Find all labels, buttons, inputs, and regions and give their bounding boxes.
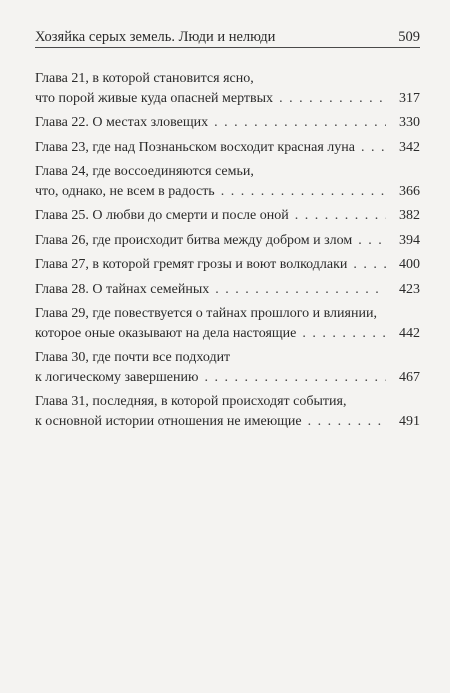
chapter-title-text: к логическому завершению [35, 369, 199, 385]
chapter-page-number: 330 [399, 115, 420, 130]
dot-leader [353, 255, 386, 275]
table-of-contents [35, 69, 420, 436]
toc-entry [35, 231, 420, 251]
chapter-page-number: 491 [399, 413, 420, 429]
toc-entry-line [35, 182, 420, 202]
toc-entry-line [35, 280, 420, 300]
chapter-title-text: Глава 23, где над Познаньском восходит красная луна [35, 139, 355, 155]
chapter-title-text: к основной истории отношения не имеющие [35, 413, 302, 429]
dot-leader [214, 113, 386, 133]
toc-entry [35, 113, 420, 133]
toc-entry [35, 255, 420, 275]
chapter-title-text: Глава 24, где воссоединяются семьи, [35, 164, 254, 179]
toc-entry [35, 392, 420, 431]
chapter-title-text: Глава 27, в которой гремят грозы и воют волкодлаки [35, 257, 348, 272]
toc-entry [35, 138, 420, 158]
toc-entry-line [35, 69, 420, 89]
chapter-title-text: Глава 26, где происходит битва между добром и злом [35, 232, 353, 248]
dot-leader [295, 206, 386, 226]
chapter-title-text: Глава 31, последняя, в которой происходят события, [35, 394, 347, 409]
running-header [35, 27, 420, 47]
toc-entry-line [35, 138, 420, 158]
chapter-page-number: 400 [399, 257, 420, 272]
header-rule [35, 47, 420, 48]
chapter-page-number: 366 [399, 183, 420, 199]
dot-leader [279, 89, 386, 109]
chapter-page-number: 394 [399, 232, 420, 248]
chapter-page-number: 342 [399, 139, 420, 155]
toc-entry-line [35, 348, 420, 368]
toc-entry [35, 304, 420, 343]
dot-leader [361, 138, 386, 158]
toc-entry-line [35, 304, 420, 324]
chapter-page-number: 317 [399, 90, 420, 106]
toc-entry-line [35, 162, 420, 182]
chapter-title-text: Глава 29, где повествуется о тайнах прошлого и влиянии, [35, 306, 377, 321]
chapter-title-text: Глава 25. О любви до смерти и после оной [35, 208, 289, 223]
toc-entry [35, 206, 420, 226]
toc-entry-line [35, 412, 420, 432]
dot-leader [204, 368, 386, 388]
toc-entry-line [35, 231, 420, 251]
chapter-page-number: 442 [399, 325, 420, 341]
toc-entry-line [35, 392, 420, 412]
chapter-title-text: Глава 30, где почти все подходит [35, 350, 231, 365]
toc-entry-line [35, 324, 420, 344]
chapter-page-number: 467 [399, 369, 420, 385]
dot-leader [358, 231, 386, 251]
chapter-title-text: которое оные оказывают на дела настоящие [35, 325, 297, 341]
toc-entry [35, 69, 420, 108]
toc-entry-line [35, 206, 420, 226]
chapter-title-text: что, однако, не всем в радость [35, 183, 215, 199]
toc-entry-line [35, 89, 420, 109]
toc-entry [35, 280, 420, 300]
chapter-page-number: 382 [399, 208, 420, 223]
dot-leader [308, 412, 386, 432]
dot-leader [221, 182, 386, 202]
chapter-title-text: Глава 28. О тайнах семейных [35, 281, 210, 297]
chapter-title-text: что порой живые куда опасней мертвых [35, 90, 274, 106]
dot-leader [302, 324, 386, 344]
chapter-page-number: 423 [399, 281, 420, 297]
toc-entry [35, 162, 420, 201]
toc-entry-line [35, 368, 420, 388]
running-title: Хозяйка серых земель. Люди и нелюди [35, 29, 276, 45]
dot-leader [215, 280, 386, 300]
page-number: 509 [398, 29, 420, 45]
toc-entry-line [35, 255, 420, 275]
chapter-title-text: Глава 22. О местах зловещих [35, 115, 209, 130]
toc-entry [35, 348, 420, 387]
chapter-title-text: Глава 21, в которой становится ясно, [35, 71, 254, 86]
toc-entry-line [35, 113, 420, 133]
